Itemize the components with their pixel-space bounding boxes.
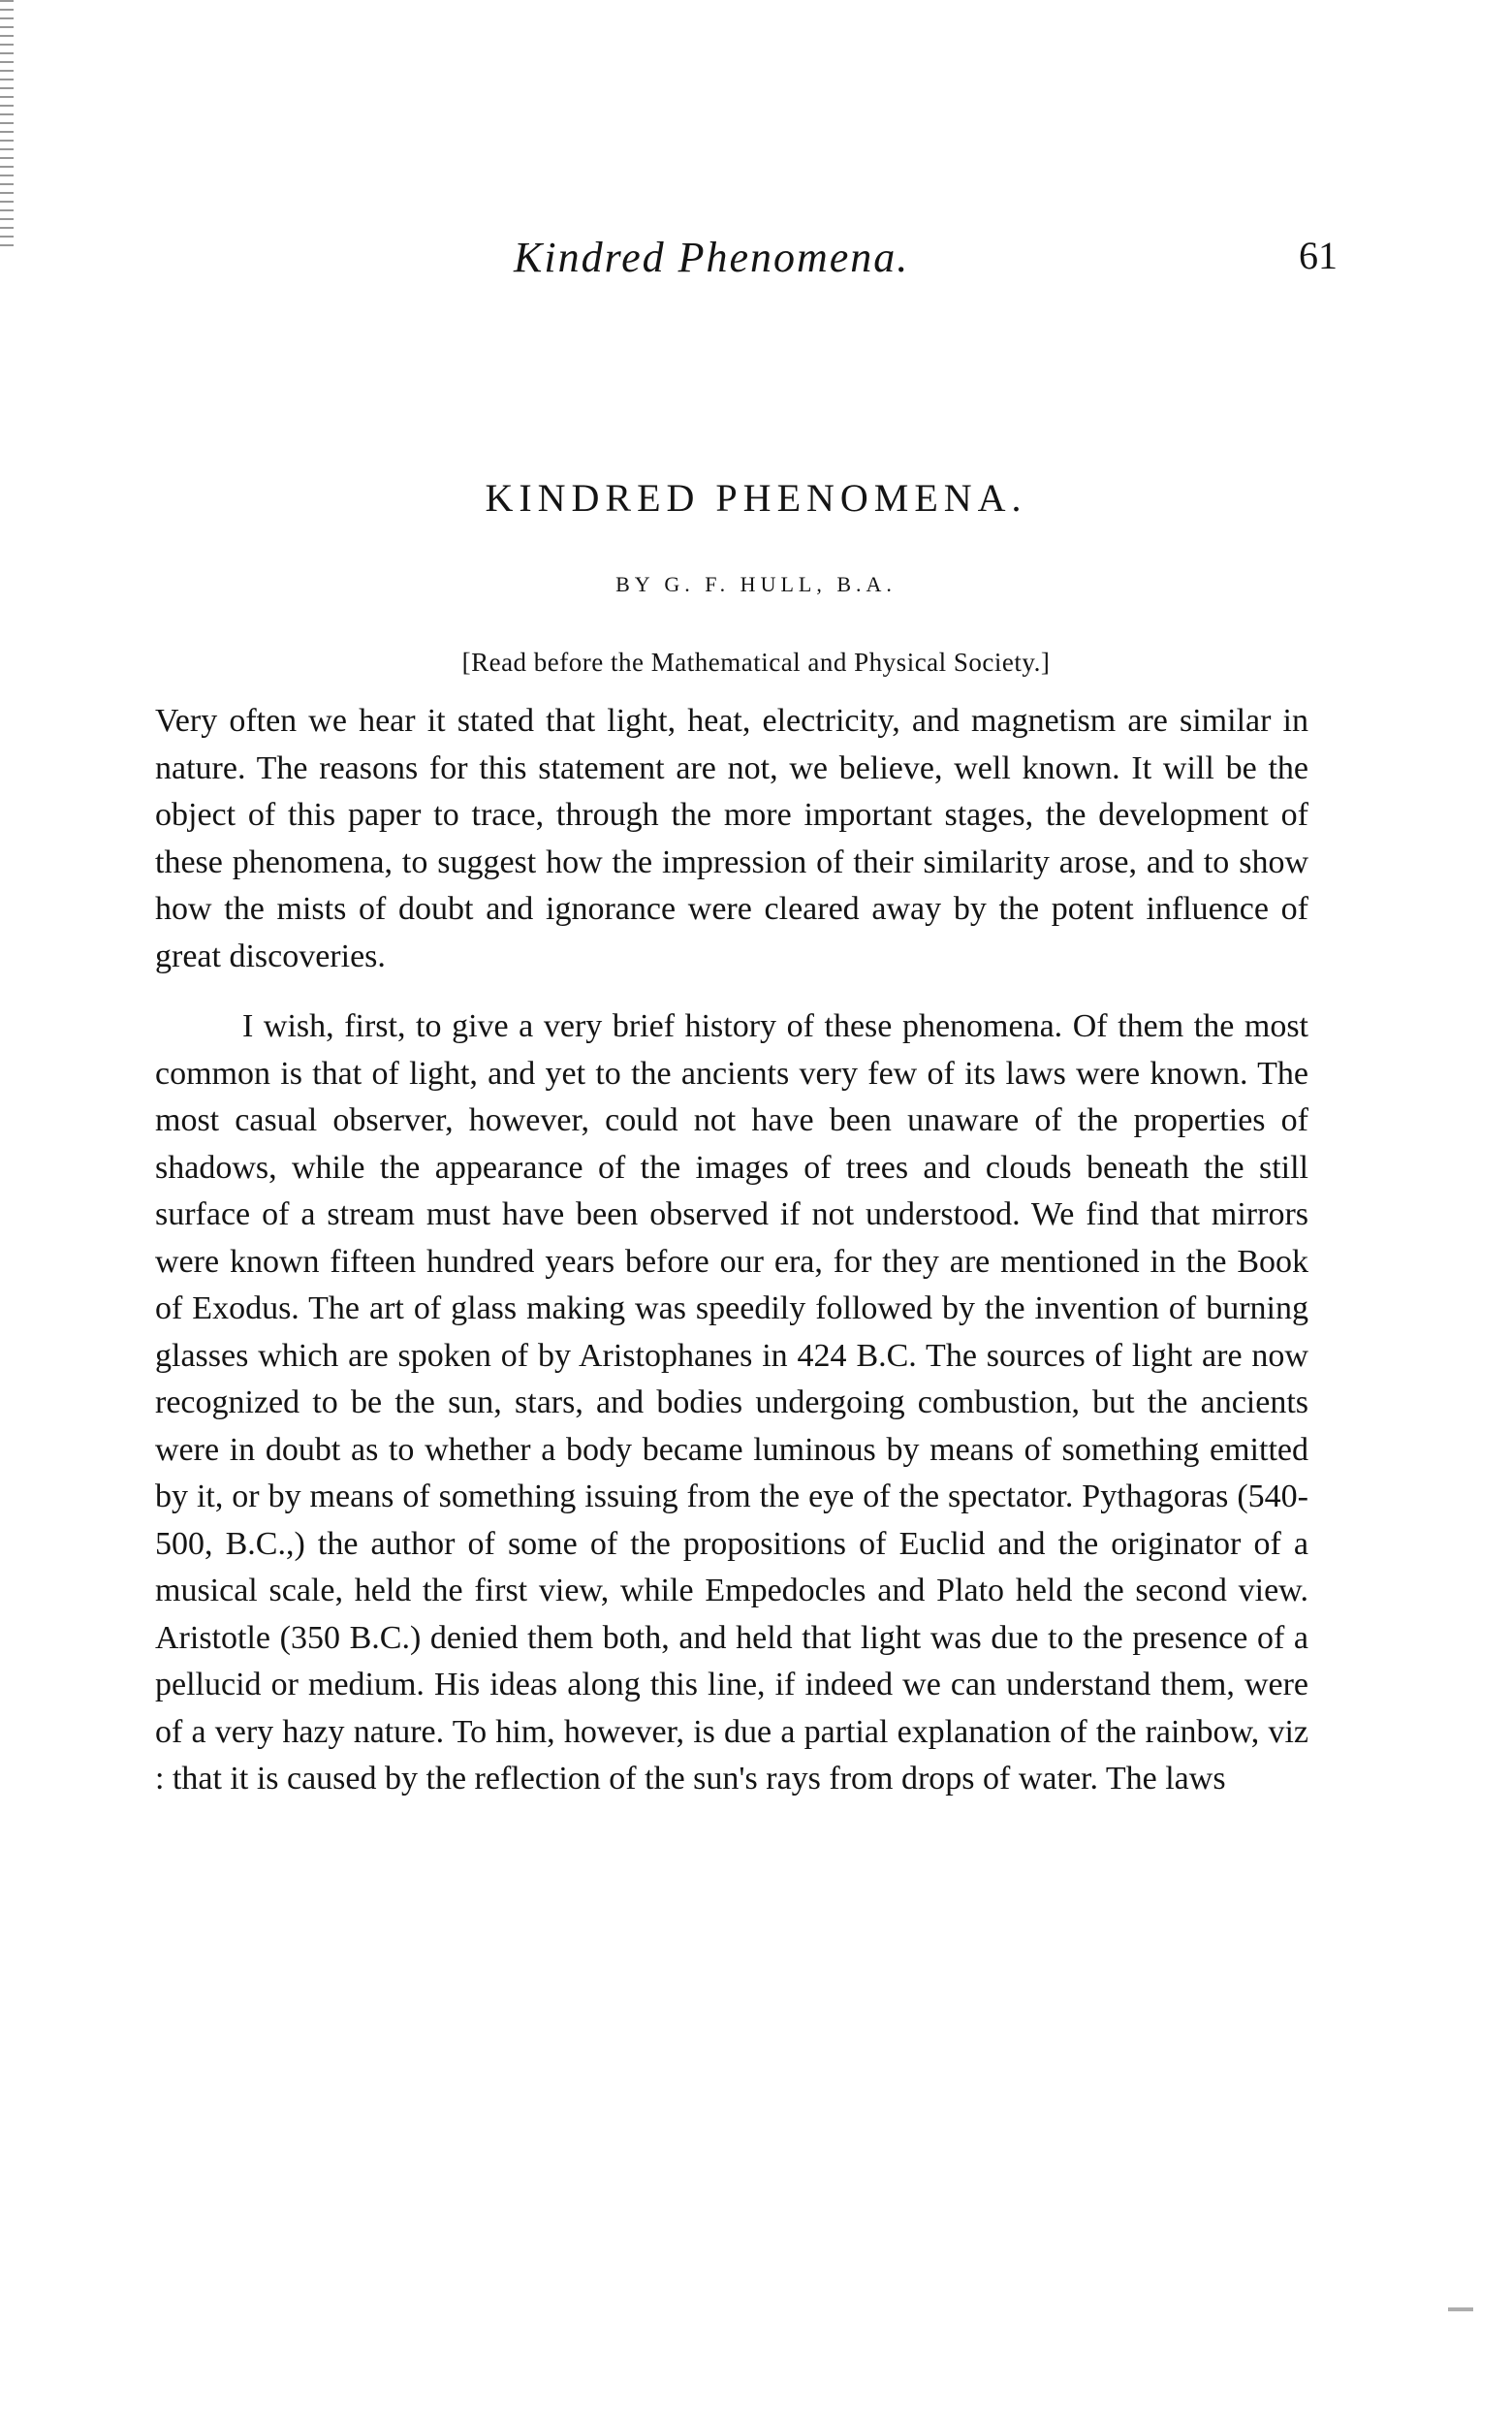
scan-edge-artifact (0, 0, 14, 252)
article-body (155, 698, 1308, 1803)
paragraph-2: I wish, first, to give a very brief history of these phenomena. Of them the most common is that of light, and yet to the ancients very few of its laws were known. The most casual observer, however, could not have been unaware of the properties of shadows, while the appearance of the images of trees and clouds beneath the still surface of a stream must have been observed if not understood. We find that mirrors were known fifteen hundred years before our era, for they are mentioned in the Book of Exodus. The art of glass making was speedily followed by the invention of burning glasses which are spoken of by Aristophanes in 424 B.C. The sources of light are now recognized to be the sun, stars, and bodies undergoing combustion, but the ancients were in doubt as to whether a body became luminous by means of something emitted by it, or by means of something issuing from the eye of the spectator. Pythagoras (540-500, B.C.,) the author of some of the propositions of Euclid and the originator of a musical scale, held the first view, while Empedocles and Plato held the second view. Aristotle (350 B.C.) denied them both, and held that light was due to the presence of a pellucid or medium. His ideas along this line, if indeed we can understand them, were of a very hazy nature. To him, however, is due a partial explanation of the rainbow, viz : that it is caused by the reflection of the sun's rays from drops of water. The laws (155, 1008, 1308, 1797)
scan-mark (1448, 2307, 1473, 2311)
author-byline: BY G. F. HULL, B.A. (615, 572, 897, 596)
read-before-note: [Read before the Mathematical and Physical Society.] (461, 648, 1051, 677)
running-head (514, 233, 1338, 291)
running-title: Kindred Phenomena. (514, 234, 910, 281)
article-title: KINDRED PHENOMENA. (485, 476, 1027, 520)
paragraph-1: Very often we hear it stated that light, heat, electricity, and magnetism are similar in nature. The reasons for this statement are not, we believe, well known. It will be the object of this paper to trace, through the more important stages, the development of these phenomena, to suggest how the impression of their similarity arose, and to show how the mists of doubt and ignorance were cleared away by the potent influence of great discoveries. (155, 703, 1308, 974)
page-number: 61 (1299, 234, 1338, 277)
